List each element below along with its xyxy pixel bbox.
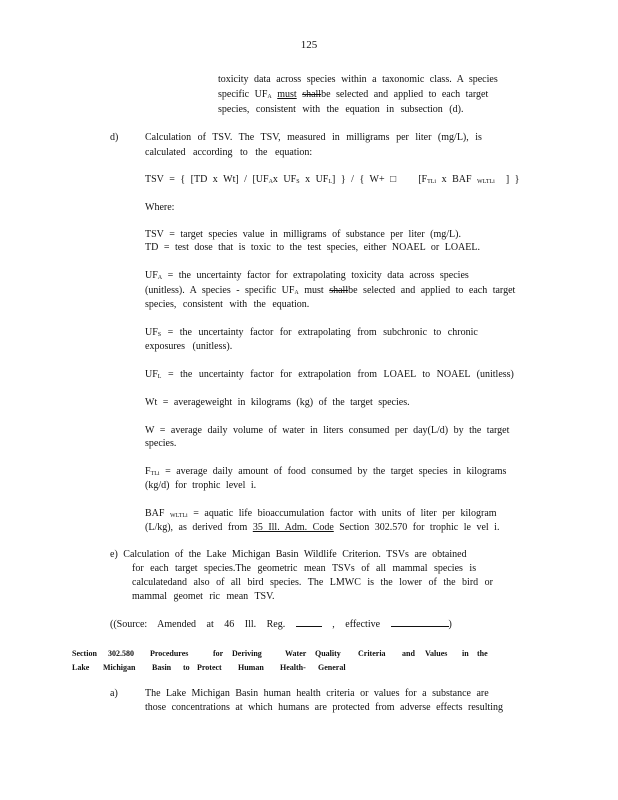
item-e-line-1: e) Calculation of the Lake Michigan Basin Wildlife Criterion. TSVs are obtained xyxy=(110,549,467,560)
def-tsv: TSV = target species value in milligrams of substance per liter (mg/L). xyxy=(145,229,461,240)
blank-register-page xyxy=(296,617,322,627)
intro-line-3: species, consistent with the equation in subsection (d). xyxy=(218,104,464,115)
item-a-line-1: The Lake Michigan Basin human health criteria or values for a substance are xyxy=(145,688,489,699)
def-ufs-line-1: $UF_S$ = the uncertainty factor for extrapolating from subchronic to chronic xyxy=(145,327,478,338)
deleted-text: shall xyxy=(329,285,349,296)
intro-line-1: toxicity data across species within a taxonomic class. A species xyxy=(218,74,498,85)
tsv-equation: TSV = { [TD x $Wt] / [UF_Ax$ $UF_S$ x $UF_L$] } / { W+ □ [$F_{TLi}$ x BAF $_{WLTLi}$ ] } xyxy=(145,174,520,185)
intro-line-2: specific $UF_A$ must shallbe selected and applied to each target xyxy=(218,89,489,100)
def-baf-line-1: BAF $_{WLTLi}$ = aquatic life bioaccumulation factor with units of liter per kilogram xyxy=(145,508,497,519)
item-d-line-2: calculated according to the equation: xyxy=(145,147,313,158)
def-ufa-line-1: $UF_A$ = the uncertainty factor for extrapolating toxicity data across species xyxy=(145,270,469,281)
def-w-line-1: W = average daily volume of water in liters consumed per day(L/d) by the target xyxy=(145,425,510,436)
def-ufa-line-3: species, consistent with the equation. xyxy=(145,299,310,310)
where-label: Where: xyxy=(145,202,175,213)
def-ufl: $UF_L$ = the uncertainty factor for extrapolation from LOAEL to NOAEL (unitless) xyxy=(145,369,514,380)
source-note: ((Source: Amended at 46 Ill. Reg. , effective ) xyxy=(110,619,452,630)
item-e-line-2: for each target species.The geometric mean TSVs of all mammal species is xyxy=(132,563,477,574)
def-f-line-1: $F_{TLi}$ = average daily amount of food consumed by the target species in kilograms xyxy=(145,466,507,477)
def-wt: Wt = averageweight in kilograms (kg) of the target species. xyxy=(145,397,410,408)
def-ufa-line-2: (unitless). A species - specific $UF_A$ must shallbe selected and applied to each target xyxy=(145,285,516,296)
def-f-line-2: (kg/d) for trophic level i. xyxy=(145,480,257,491)
def-td: TD = test dose that is toxic to the test species, either NOAEL or LOAEL. xyxy=(145,242,480,253)
section-heading: Section 302.580 Procedures for Deriving Water Quality Criteria and Values in the Lake Michigan Basin to Protect Human Health- General xyxy=(72,649,488,672)
item-a-marker: a) xyxy=(110,688,118,699)
item-e-line-3: calculatedand also of all bird species. The LMWC is the lower of the bird or xyxy=(132,577,493,588)
def-ufs-line-2: exposures (unitless). xyxy=(145,341,233,352)
def-baf-line-2: (L/kg), as derived from 35 Ill. Adm. Code Section 302.570 for trophic le vel i. xyxy=(145,522,500,533)
item-d-marker: d) xyxy=(110,132,119,143)
item-a-line-2: those concentrations at which humans are protected from adverse effects resulting xyxy=(145,702,504,713)
citation-link: 35 Ill. Adm. Code xyxy=(252,522,334,533)
inserted-text: must xyxy=(277,89,297,100)
blank-effective-date xyxy=(391,617,449,627)
item-e-line-4: mammal geomet ric mean TSV. xyxy=(132,591,275,602)
item-d-line-1: Calculation of TSV. The TSV, measured in milligrams per liter (mg/L), is xyxy=(145,132,482,143)
def-w-line-2: species. xyxy=(145,438,177,449)
page-number: 125 xyxy=(300,39,318,51)
deleted-text: shall xyxy=(302,89,322,100)
